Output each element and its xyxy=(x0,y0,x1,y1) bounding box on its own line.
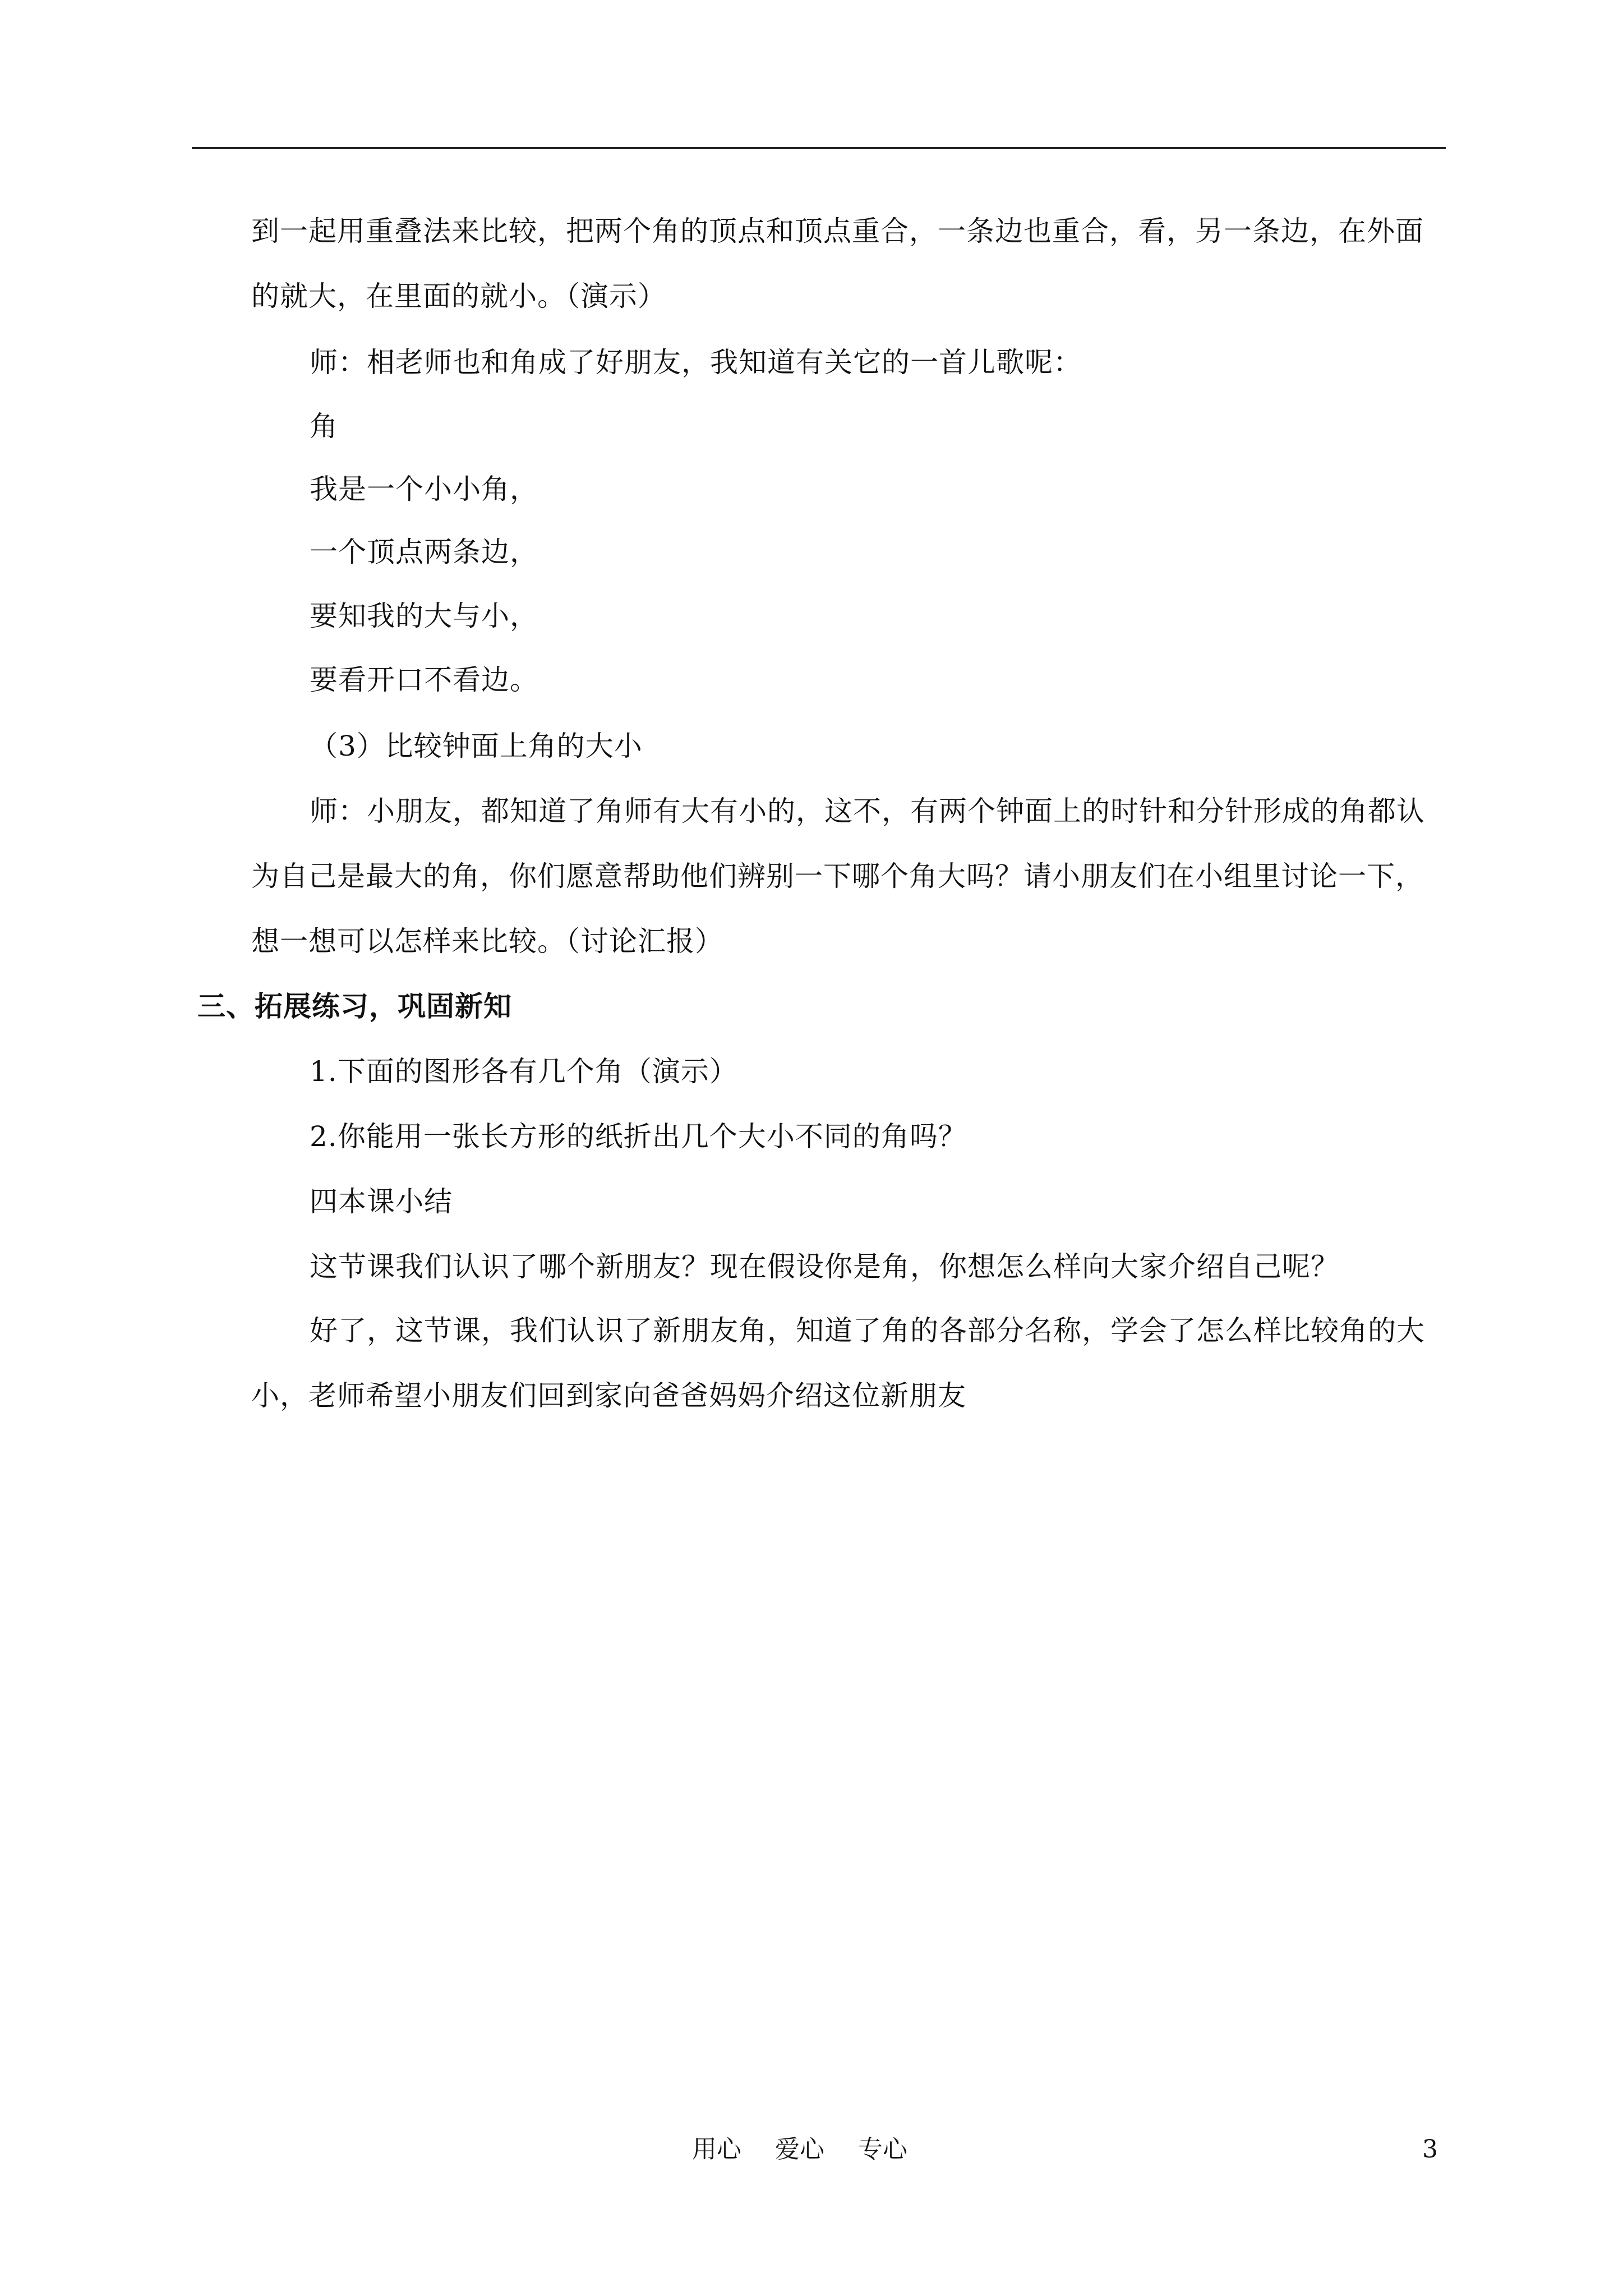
page-number: 3 xyxy=(1422,2135,1438,2164)
subsection-heading: （3）比较钟面上角的大小 xyxy=(310,730,643,762)
poem-line: 要知我的大与小， xyxy=(310,600,538,632)
poem-title: 角 xyxy=(310,410,338,443)
paragraph-line: 为自己是最大的角，你们愿意帮助他们辨别一下哪个角大吗？请小朋友们在小组里讨论一下， xyxy=(251,860,1424,892)
paragraph-line: 的就大，在里面的就小。（演示） xyxy=(251,280,666,312)
section-heading: 三、拓展练习，巩固新知 xyxy=(197,990,512,1023)
poem-line: 一个顶点两条边， xyxy=(310,536,538,568)
exercise-item: 2.你能用一张长方形的纸折出几个大小不同的角吗？ xyxy=(310,1120,967,1153)
paragraph-line: 好了，这节课，我们认识了新朋友角，知道了角的各部分名称，学会了怎么样比较角的大 xyxy=(310,1314,1425,1347)
poem-line: 要看开口不看边。 xyxy=(310,664,538,696)
paragraph-line: 想一想可以怎样来比较。（讨论汇报） xyxy=(251,925,723,958)
header-rule xyxy=(192,147,1446,149)
poem-line: 我是一个小小角， xyxy=(310,473,538,505)
footer-slogan-word: 用心 xyxy=(692,2135,741,2164)
exercise-item: 1.下面的图形各有几个角（演示） xyxy=(310,1055,738,1088)
paragraph-line: 师：小朋友，都知道了角师有大有小的，这不，有两个钟面上的时针和分针形成的角都认 xyxy=(310,795,1425,827)
section-heading: 四本课小结 xyxy=(310,1185,453,1218)
paragraph-line: 师：相老师也和角成了好朋友，我知道有关它的一首儿歌呢： xyxy=(310,346,1082,379)
footer-slogan-word: 专心 xyxy=(858,2135,907,2164)
paragraph-line: 到一起用重叠法来比较，把两个角的顶点和顶点重合，一条边也重合，看，另一条边，在外面 xyxy=(251,215,1424,247)
footer-slogan xyxy=(692,2134,907,2165)
paragraph-line: 小，老师希望小朋友们回到家向爸爸妈妈介绍这位新朋友 xyxy=(251,1379,966,1412)
footer-slogan-word: 爱心 xyxy=(775,2135,824,2164)
paragraph-line: 这节课我们认识了哪个新朋友？现在假设你是角，你想怎么样向大家介绍自己呢？ xyxy=(310,1250,1339,1283)
